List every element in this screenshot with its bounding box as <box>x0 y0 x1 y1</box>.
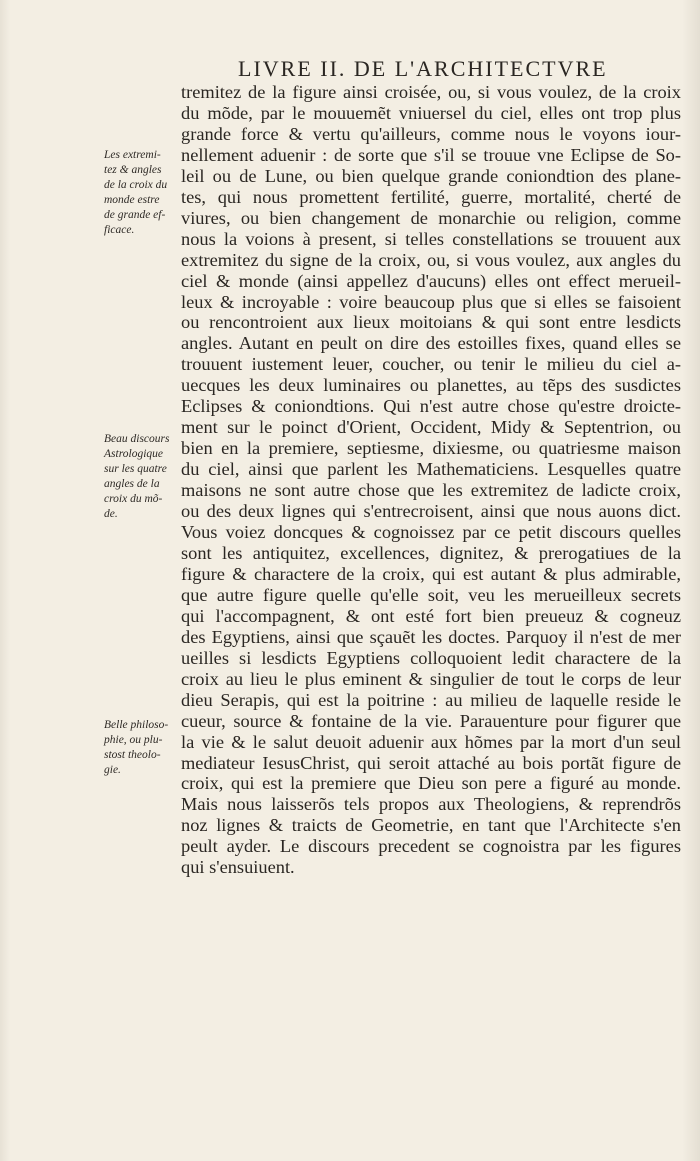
body-line: croix, qui est la premiere que Dieu son pere a figuré au monde. <box>181 773 681 794</box>
margin-note-line: sur les quatre <box>104 463 167 475</box>
margin-note-line: monde estre <box>104 194 160 206</box>
body-line: leux & incroyable : voire beaucoup plus que si elles se faisoient <box>181 291 681 312</box>
body-line: Vous voiez doncques & cognoissez par ce petit discours quelles <box>181 522 681 543</box>
margin-note-line: tez & angles <box>104 164 162 176</box>
margin-note-line: Astrologique <box>104 448 163 460</box>
body-line: ou rencontroient aux lieux moitoians & qui sont entre lesdicts <box>181 312 681 333</box>
margin-note-extremities <box>104 148 180 238</box>
body-line: uecques les deux luminaires ou planettes, au tẽps des susdictes <box>181 375 681 396</box>
body-line: extremitez du signe de la croix, ou, si vous voulez, aux angles du <box>181 249 681 270</box>
margin-note-line: ficace. <box>104 224 135 236</box>
body-line: tremitez de la figure ainsi croisée, ou, si vous voulez, de la croix <box>181 82 681 102</box>
body-line: ou des deux lignes qui s'entrecroisent, ainsi que nous auons dict. <box>181 501 681 522</box>
page-fold-shadow <box>682 0 700 1161</box>
body-line: ment sur le poinct d'Orient, Occident, Midy & Septentrion, ou <box>181 417 681 438</box>
margin-note-philosophy <box>104 718 180 778</box>
body-line: noz lignes & traicts de Geometrie, en tant que l'Architecte s'en <box>181 815 681 836</box>
body-line: dieu Serapis, qui est la poitrine : au milieu de laquelle reside le <box>181 689 681 710</box>
body-line: que autre figure quelle qu'elle soit, veu les merueilleux secrets <box>181 584 681 605</box>
body-line: bien en la premiere, septiesme, dixiesme, ou quatriesme maison <box>181 438 681 459</box>
body-line: tes, qui nous promettent fertilité, guerre, mortalité, cherté de <box>181 186 681 207</box>
body-line: figure & charactere de la croix, qui est autant & plus admirable, <box>181 563 681 584</box>
body-line: qui s'ensuiuent. <box>181 857 295 878</box>
body-line: leil ou de Lune, ou bien quelque grande coniondtion des plane- <box>181 165 681 186</box>
body-line: la vie & le salut deuoit aduenir aux hõmes par la mort d'un seul <box>181 731 681 752</box>
margin-note-line: angles de la <box>104 478 160 490</box>
body-line: Mais nous laisserõs tels propos aux Theologiens, & reprendrõs <box>181 794 681 815</box>
body-line: cueur, source & fontaine de la vie. Parauenture pour figurer que <box>181 710 681 731</box>
margin-note-line: de la croix du <box>104 179 168 191</box>
running-head: LIVRE II. DE L'ARCHITECTVRE <box>238 56 608 81</box>
body-text <box>181 82 681 878</box>
margin-note-line: Belle philoso- <box>104 719 169 731</box>
body-line: ueilles si lesdicts Egyptiens colloquoient ledit charactere de la <box>181 647 681 668</box>
body-line: viures, ou bien changement de monarchie ou religion, comme <box>181 207 681 228</box>
body-line: grande force & vertu qu'ailleurs, comme nous le voyons iour- <box>181 123 681 144</box>
body-line: croix au lieu le plus eminent & singulier de tout le corps de leur <box>181 668 681 689</box>
body-line: du ciel, ainsi que parlent les Mathematiciens. Lesquelles quatre <box>181 459 681 480</box>
body-line: sont les antiquitez, excellences, dignitez, & prerogatiues de la <box>181 542 681 563</box>
page-edge-shadow <box>0 0 10 1161</box>
margin-note-line: de grande ef- <box>104 209 166 221</box>
body-line: du mõde, par le mouuemẽt vniuersel du ciel, elles ont trop plus <box>181 102 681 123</box>
margin-note-line: croix du mõ- <box>104 493 163 505</box>
body-line: ciel & monde (ainsi appellez d'aucuns) elles ont effect merueil- <box>181 270 681 291</box>
body-line: peult ayder. Le discours precedent se cognoistra par les figures <box>181 836 681 857</box>
margin-note-line: Les extremi- <box>104 149 161 161</box>
margin-note-line: phie, ou plu- <box>104 734 163 746</box>
body-line: des Egyptiens, ainsi que sçauẽt les doctes. Parquoy il n'est de mer <box>181 626 681 647</box>
body-line: Eclipses & coniondtions. Qui n'est autre chose qu'estre droicte- <box>181 396 681 417</box>
body-line: trouuent iustement leuer, coucher, ou tenir le milieu du ciel a- <box>181 354 681 375</box>
margin-note-line: stost theolo- <box>104 749 161 761</box>
margin-note-line: de. <box>104 508 118 520</box>
margin-note-line: gie. <box>104 764 121 776</box>
body-line: maisons ne sont autre chose que les extremitez de ladicte croix, <box>181 480 681 501</box>
body-line: nous la voions à present, si telles constellations se trouuent aux <box>181 228 681 249</box>
margin-note-astrology <box>104 432 180 522</box>
body-line: qui l'accompagnent, & ont esté fort bien preueuz & cogneuz <box>181 605 681 626</box>
body-line: mediateur IesusChrist, qui seroit attaché au bois portãt figure de <box>181 752 681 773</box>
body-line: angles. Autant en peult on dire des estoilles fixes, quand elles se <box>181 333 681 354</box>
body-line: nellement aduenir : de sorte que s'il se trouue vne Eclipse de So- <box>181 144 681 165</box>
margin-note-line: Beau discours <box>104 433 170 445</box>
